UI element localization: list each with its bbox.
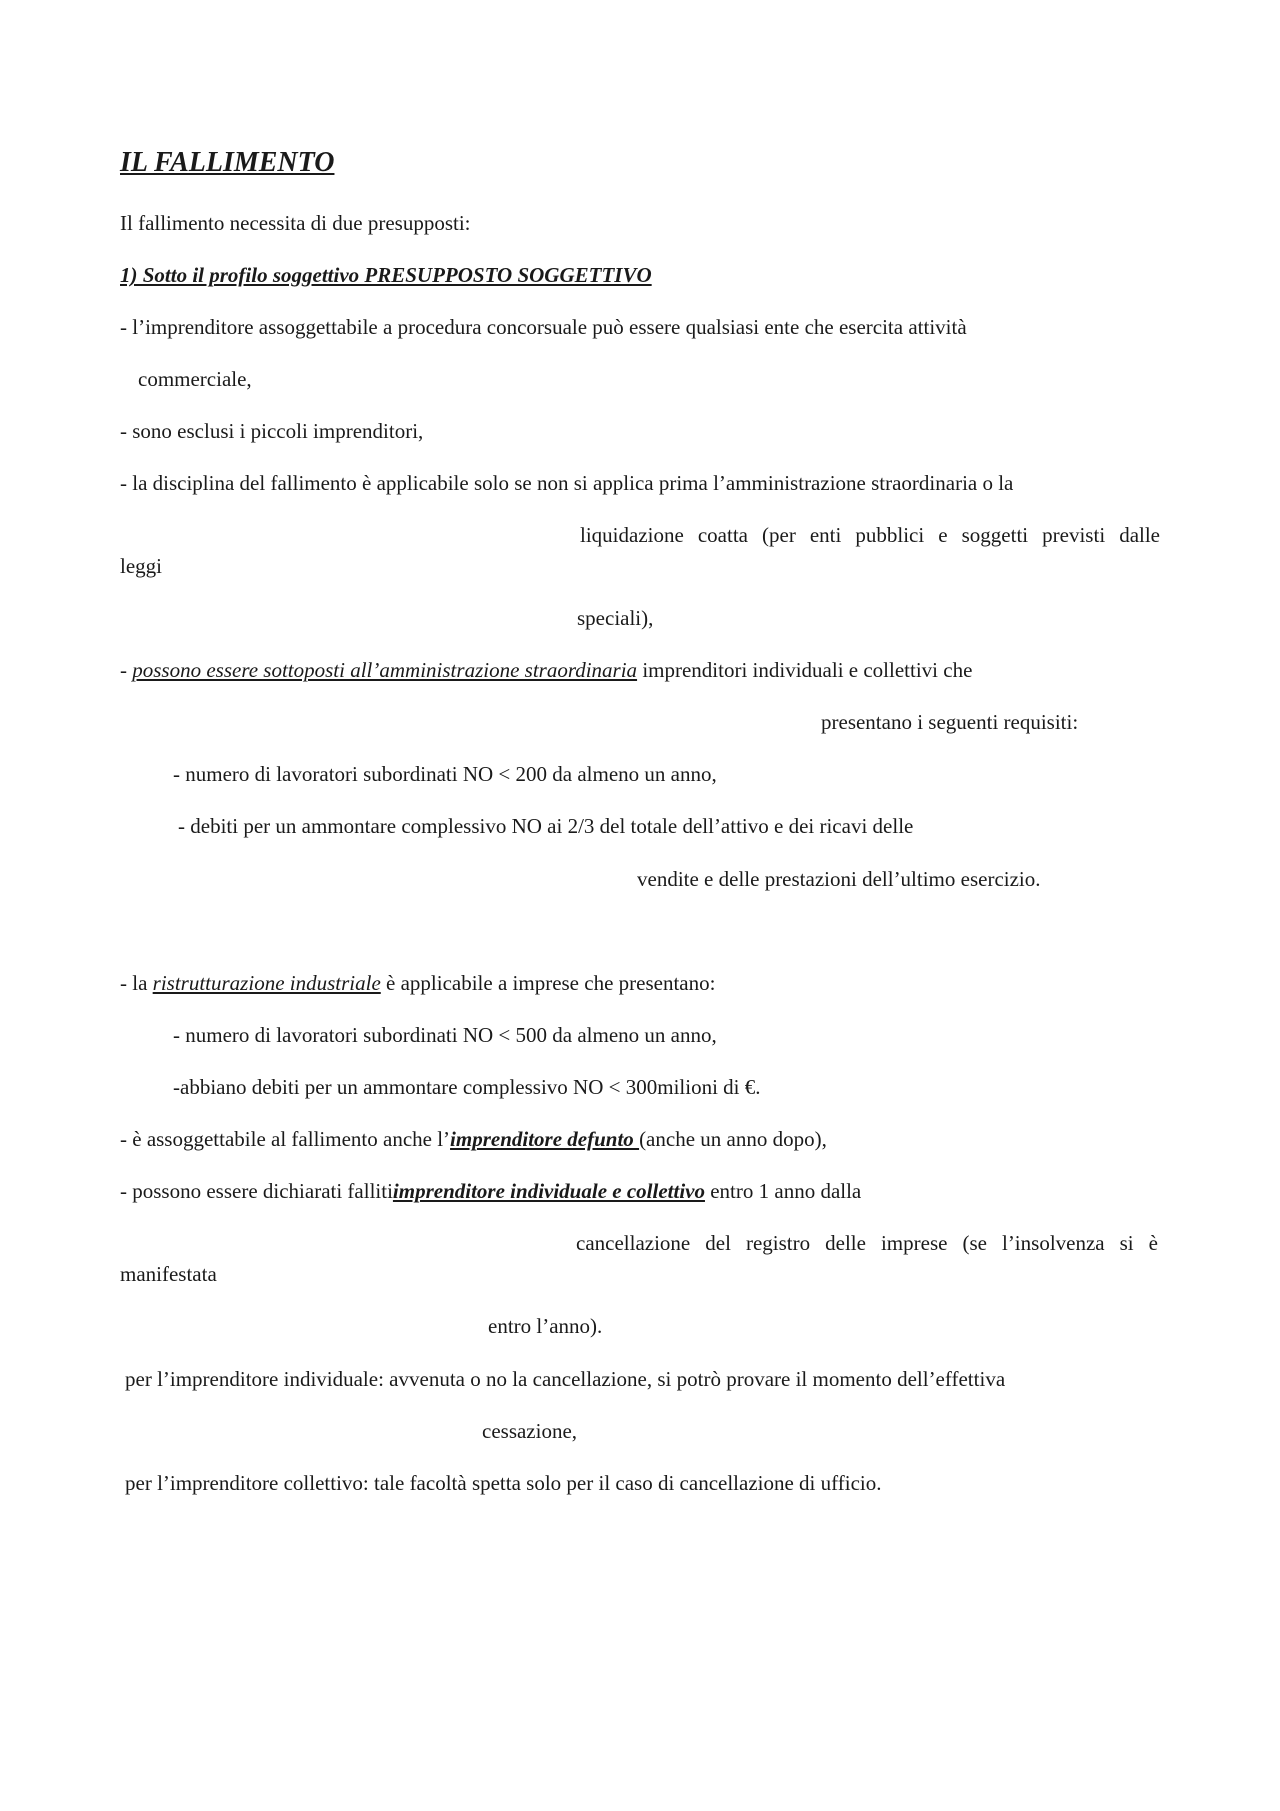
text-line: speciali), xyxy=(577,606,654,630)
emphasized-term: possono essere sottoposti all’amministrazione straordinaria xyxy=(132,658,638,682)
text-line: - l’imprenditore assoggettabile a procedura concorsuale può essere qualsiasi ente che esercita attività xyxy=(120,315,967,339)
line-prefix: - possono essere dichiarati falliti xyxy=(120,1179,393,1203)
line-rest: (anche un anno dopo), xyxy=(639,1127,827,1151)
line-rest: imprenditori individuali e collettivi che xyxy=(642,658,973,682)
text-line: - numero di lavoratori subordinati NO < 200 da almeno un anno, xyxy=(173,762,717,786)
text-line: -abbiano debiti per un ammontare complessivo NO < 300milioni di €. xyxy=(173,1075,761,1099)
text-line: leggi xyxy=(120,554,162,578)
line-rest: è applicabile a imprese che presentano: xyxy=(386,971,716,995)
intro-paragraph: Il fallimento necessita di due presupposti: xyxy=(120,211,471,235)
text-line: per l’imprenditore collettivo: tale facoltà spetta solo per il caso di cancellazione di ufficio. xyxy=(125,1471,882,1495)
text-line: - sono esclusi i piccoli imprenditori, xyxy=(120,419,424,443)
text-line: cancellazione del registro delle imprese (se l’insolvenza si è xyxy=(576,1231,1158,1255)
emphasized-term: ristrutturazione industriale xyxy=(152,971,381,995)
text-line: manifestata xyxy=(120,1262,217,1286)
line-prefix: - xyxy=(120,658,127,682)
line-prefix: - è assoggettabile al fallimento anche l’ xyxy=(120,1127,451,1151)
text-line: per l’imprenditore individuale: avvenuta o no la cancellazione, si potrò provare il momento dell’effettiva xyxy=(125,1367,1006,1391)
line-rest: entro 1 anno dalla xyxy=(710,1179,862,1203)
text-line: presentano i seguenti requisiti: xyxy=(821,710,1079,734)
text-line xyxy=(120,657,972,683)
text-line: vendite e delle prestazioni dell’ultimo esercizio. xyxy=(637,867,1041,891)
emphasized-term: imprenditore defunto xyxy=(450,1127,640,1151)
text-line xyxy=(120,1126,827,1152)
text-line: - la disciplina del fallimento è applicabile solo se non si applica prima l’amministrazione straordinaria o la xyxy=(120,471,1014,495)
text-line: liquidazione coatta (per enti pubblici e soggetti previsti dalle xyxy=(580,523,1160,547)
text-line: cessazione, xyxy=(482,1419,578,1443)
text-line: - debiti per un ammontare complessivo NO ai 2/3 del totale dell’attivo e dei ricavi delle xyxy=(178,814,914,838)
text-line: - numero di lavoratori subordinati NO < 500 da almeno un anno, xyxy=(173,1023,717,1047)
line-prefix: - la xyxy=(120,971,148,995)
text-line xyxy=(120,970,715,996)
text-line: entro l’anno). xyxy=(488,1314,603,1338)
emphasized-term: imprenditore individuale e collettivo xyxy=(392,1179,705,1203)
text-line xyxy=(120,1178,861,1204)
section-heading: 1) Sotto il profilo soggettivo PRESUPPOSTO SOGGETTIVO xyxy=(120,263,652,287)
text-line: commerciale, xyxy=(138,367,252,391)
page-title: IL FALLIMENTO xyxy=(120,147,335,178)
